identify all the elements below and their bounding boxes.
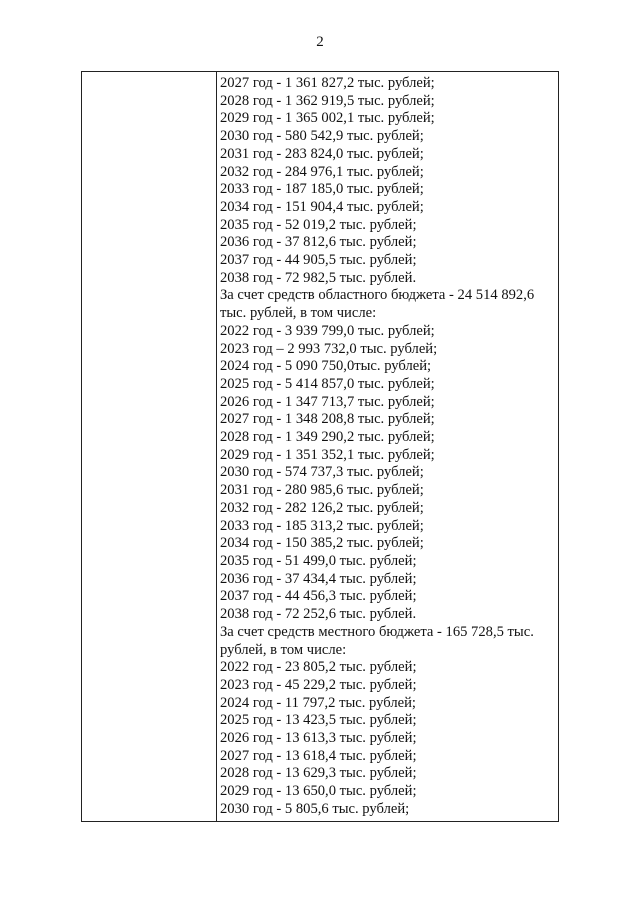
budget-line: 2029 год - 13 650,0 тыс. рублей;: [220, 783, 417, 800]
budget-line: 2028 год - 1 362 919,5 тыс. рублей;: [220, 92, 435, 109]
budget-table: [81, 71, 559, 822]
budget-line: 2022 год - 23 805,2 тыс. рублей;: [220, 659, 417, 676]
budget-line: 2025 год - 13 423,5 тыс. рублей;: [220, 712, 417, 729]
page-number: 2: [316, 34, 324, 50]
budget-line: 2035 год - 51 499,0 тыс. рублей;: [220, 552, 417, 569]
budget-line: 2033 год - 187 185,0 тыс. рублей;: [220, 181, 424, 198]
budget-line: 2028 год - 1 349 290,2 тыс. рублей;: [220, 429, 435, 446]
budget-line: За счет средств областного бюджета - 24 514 892,6: [220, 287, 535, 304]
budget-line: 2036 год - 37 434,4 тыс. рублей;: [220, 570, 417, 587]
budget-line: 2023 год – 2 993 732,0 тыс. рублей;: [220, 340, 438, 357]
budget-line: 2030 год - 574 737,3 тыс. рублей;: [220, 464, 424, 481]
budget-line: 2031 год - 280 985,6 тыс. рублей;: [220, 482, 424, 499]
budget-line: 2026 год - 1 347 713,7 тыс. рублей;: [220, 393, 435, 410]
budget-line: 2033 год - 185 313,2 тыс. рублей;: [220, 517, 424, 534]
budget-line: 2032 год - 284 976,1 тыс. рублей;: [220, 163, 424, 180]
budget-line: 2027 год - 1 361 827,2 тыс. рублей;: [220, 75, 435, 91]
budget-line: 2030 год - 5 805,6 тыс. рублей;: [220, 800, 410, 817]
budget-line: 2024 год - 11 797,2 тыс. рублей;: [220, 694, 416, 711]
budget-line: 2029 год - 1 351 352,1 тыс. рублей;: [220, 446, 435, 463]
budget-line: тыс. рублей, в том числе:: [220, 305, 377, 322]
budget-line: 2028 год - 13 629,3 тыс. рублей;: [220, 765, 417, 782]
budget-line: 2024 год - 5 090 750,0тыс. рублей;: [220, 358, 432, 375]
budget-line: 2038 год - 72 252,6 тыс. рублей.: [220, 606, 417, 623]
budget-line: 2038 год - 72 982,5 тыс. рублей.: [220, 269, 417, 286]
budget-line: 2036 год - 37 812,6 тыс. рублей;: [220, 234, 417, 251]
budget-line: 2022 год - 3 939 799,0 тыс. рублей;: [220, 322, 435, 339]
budget-line: 2029 год - 1 365 002,1 тыс. рублей;: [220, 110, 435, 127]
budget-line: 2025 год - 5 414 857,0 тыс. рублей;: [220, 375, 435, 392]
budget-line: 2037 год - 44 905,5 тыс. рублей;: [220, 252, 417, 269]
column-divider: [216, 72, 217, 821]
budget-line: 2034 год - 151 904,4 тыс. рублей;: [220, 198, 424, 215]
budget-line: рублей, в том числе:: [220, 641, 347, 658]
budget-line: За счет средств местного бюджета - 165 728,5 тыс.: [220, 623, 534, 640]
budget-line: 2030 год - 580 542,9 тыс. рублей;: [220, 128, 424, 145]
budget-line: 2034 год - 150 385,2 тыс. рублей;: [220, 535, 424, 552]
budget-line: 2027 год - 1 348 208,8 тыс. рублей;: [220, 411, 435, 428]
budget-line: 2031 год - 283 824,0 тыс. рублей;: [220, 145, 424, 162]
budget-line: 2026 год - 13 613,3 тыс. рублей;: [220, 730, 417, 747]
budget-text-cell: [220, 75, 556, 819]
budget-line: 2032 год - 282 126,2 тыс. рублей;: [220, 499, 424, 516]
budget-line: 2037 год - 44 456,3 тыс. рублей;: [220, 588, 417, 605]
budget-line: 2035 год - 52 019,2 тыс. рублей;: [220, 216, 417, 233]
budget-line: 2023 год - 45 229,2 тыс. рублей;: [220, 676, 417, 693]
budget-line: 2027 год - 13 618,4 тыс. рублей;: [220, 747, 417, 764]
